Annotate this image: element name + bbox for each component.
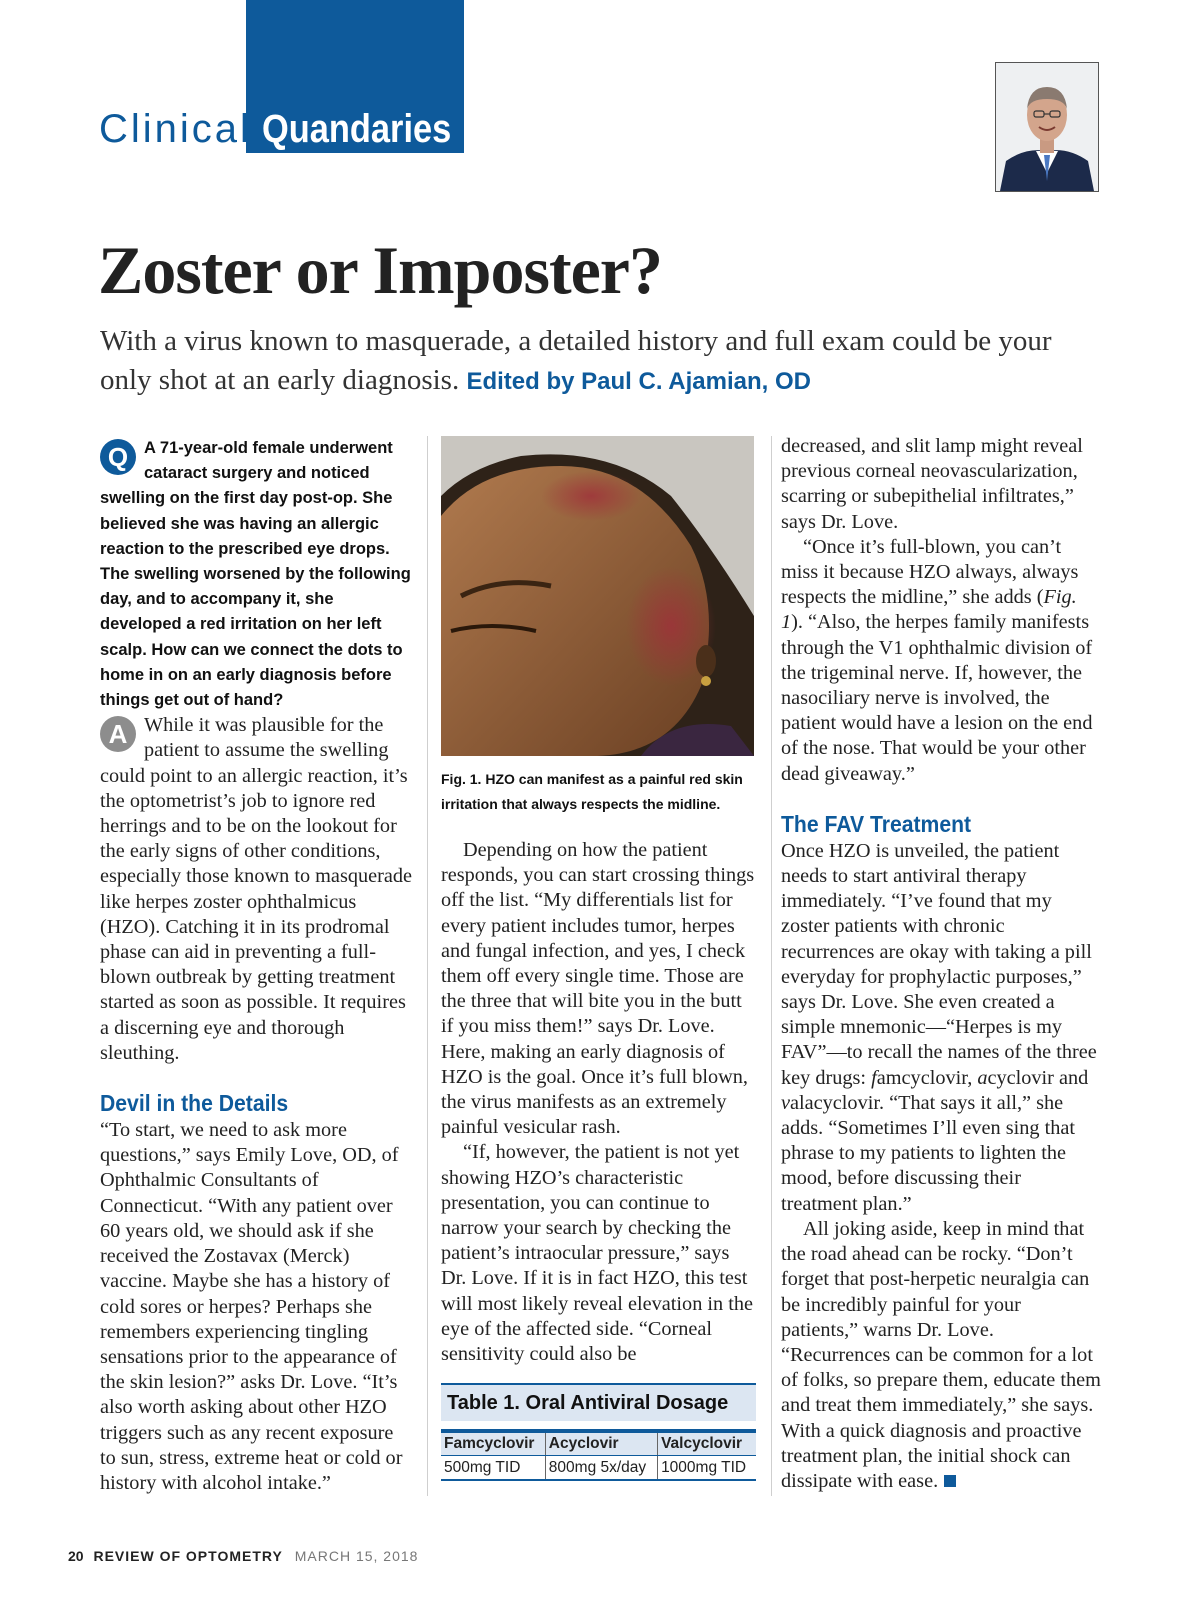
dosage-grid	[441, 1429, 756, 1481]
subhead-devil-in-details: Devil in the Details	[100, 1090, 289, 1117]
answer-badge: A	[100, 716, 136, 752]
table-cell: 1000mg TID	[658, 1456, 756, 1481]
section-title-light: Clinical	[99, 107, 252, 151]
col3-p2-start: “Once it’s full-blown, you can’t miss it because HZO always, always respects the midline,” she adds (	[781, 535, 1079, 609]
col3-paragraph-1: decreased, and slit lamp might reveal previous corneal neovascularization, scarring or subepithelial infiltrates,” says Dr. Love.	[781, 435, 1083, 533]
patient-photo	[441, 436, 754, 756]
byline: Edited by Paul C. Ajamian, OD	[466, 368, 811, 395]
deck-text: With a virus known to masquerade, a detailed history and full exam could be your only shot at an early diagnosis.	[100, 325, 1052, 396]
fav-p1-start: Once HZO is unveiled, the patient needs to start antiviral therapy immediately. “I’ve found that my zoster patients with chronic recurrences are okay with taking a pill everyday for prophylactic purposes,” says Dr. Love. She even created a simple mnemonic—“Herpes is my FAV”—to recall the names of the three key drugs:	[781, 839, 1097, 1089]
table-cell: 800mg 5x/day	[545, 1456, 657, 1481]
column-1	[100, 436, 412, 1496]
fav-paragraph-1	[781, 839, 1101, 1217]
table-header-row	[441, 1431, 756, 1456]
question-badge: Q	[100, 439, 136, 475]
col3-paragraph-2	[781, 535, 1101, 787]
column-divider	[427, 436, 428, 1496]
section-title	[99, 104, 482, 154]
column-2	[441, 838, 757, 1367]
article-deck	[100, 322, 1080, 401]
subhead-fav-treatment: The FAV Treatment	[781, 810, 972, 837]
mnemonic-letter-a: a	[977, 1066, 988, 1089]
figure-reference: Fig. 1	[781, 586, 1077, 634]
fav-p2-text: All joking aside, keep in mind that the road ahead can be rocky. “Don’t forget that post-herpetic neuralgia can be incredibly painful for your patients,” warns Dr. Love. “Recurrences can be common for a lot of folks, so prepare them, educate them and treat them immediately,” she says. With a quick diagnosis and proactive treatment plan, the initial shock can dissipate with ease.	[781, 1217, 1101, 1492]
question-paragraph	[100, 436, 412, 713]
fav-p1-end: alacyclovir. “That says it all,” she adds. “Sometimes I’ll even sing that phrase to my patients to lighten the mood, before discussing their treatment plan.”	[781, 1091, 1076, 1215]
table-row	[441, 1456, 756, 1481]
editor-portrait	[995, 62, 1099, 192]
col3-p2-end: ). “Also, the herpes family manifests through the V1 ophthalmic division of the trigeminal nerve. If, however, the nasociliary nerve is involved, the patient would have a lesion on the end of the nose. That would be your other dead giveaway.”	[781, 611, 1093, 785]
fav-paragraph-2	[781, 1217, 1101, 1494]
fav-a-rest: cyclovir and	[987, 1066, 1089, 1089]
devil-paragraph: “To start, we need to ask more questions,” says Emily Love, OD, of Ophthalmic Consultants of Connecticut. “With any patient over 60 years old, we should ask if she received the Zostavax (Merck) vaccine. Maybe she has a history of cold sores or herpes? Perhaps she remembers experiencing tingling sensations prior to the appearance of the skin lesion?” asks Dr. Love. “It’s also worth asking about other HZO triggers such as any recent exposure to sun, stress, extreme heat or cold or history with alcohol intake.”	[100, 1119, 403, 1494]
end-mark-icon	[944, 1475, 956, 1487]
table-header-cell: Acyclovir	[545, 1431, 657, 1456]
fav-f-rest: amcyclovir,	[876, 1066, 978, 1089]
col2-paragraph-2: “If, however, the patient is not yet showing HZO’s characteristic presentation, you can continue to narrow your search by checking the patient’s intraocular pressure,” says Dr. Love. If it is in fact HZO, this test will most likely reveal elevation in the eye of the affected side. “Corneal sensitivity could also be	[441, 1141, 754, 1366]
portrait-illustration	[996, 63, 1098, 191]
col2-paragraph-1: Depending on how the patient responds, you can start crossing things off the list. “My differentials list for every patient includes tumor, herpes and fungal infection, and yes, I check them off every single time. Those are the three that will bite you in the butt if you miss them!” says Dr. Love. Here, making an early diagnosis of HZO is the goal. Once it’s full blown, the virus manifests as an extremely painful vesicular rash.	[441, 839, 755, 1139]
mnemonic-letter-f: f	[871, 1066, 877, 1089]
issue-date: MARCH 15, 2018	[294, 1548, 419, 1564]
figure-photo	[441, 436, 754, 756]
figure-caption: Fig. 1. HZO can manifest as a painful red skin irritation that always respects the midline.	[441, 771, 743, 812]
page-number: 20	[68, 1548, 84, 1564]
answer-text: While it was plausible for the patient to assume the swelling could point to an allergic reaction, it’s the optometrist’s job to ignore red herrings and to be on the lookout for the early signs of other conditions, especially those known to masquerade like herpes zoster ophthalmicus (HZO). Catching it in its prodromal phase can aid in preventing a full-blown outbreak by getting treatment started as soon as possible. It requires a discerning eye and thorough sleuthing.	[100, 714, 413, 1064]
table-cell: 500mg TID	[441, 1456, 545, 1481]
table-header-cell: Valcyclovir	[658, 1431, 756, 1456]
mnemonic-letter-v: v	[781, 1091, 791, 1114]
publication-name: REVIEW OF OPTOMETRY	[93, 1548, 283, 1564]
section-title-bold: Quandaries	[261, 107, 452, 151]
dosage-table	[441, 1383, 756, 1481]
page-footer	[68, 1548, 418, 1564]
article-headline: Zoster or Imposter?	[98, 232, 662, 308]
answer-paragraph	[100, 713, 412, 1066]
table-header-cell: Famcyclovir	[441, 1431, 545, 1456]
column-3	[781, 434, 1101, 1494]
table-title: Table 1. Oral Antiviral Dosage	[441, 1383, 756, 1421]
column-divider	[771, 436, 772, 1496]
question-text: A 71-year-old female underwent cataract surgery and noticed swelling on the first day post-op. She believed she was having an allergic reaction to the prescribed eye drops. The swelling worsened by the following day, and to accompany it, she developed a red irritation on her left scalp. How can we connect the dots to home in on an early diagnosis before things get out of hand?	[100, 439, 411, 710]
